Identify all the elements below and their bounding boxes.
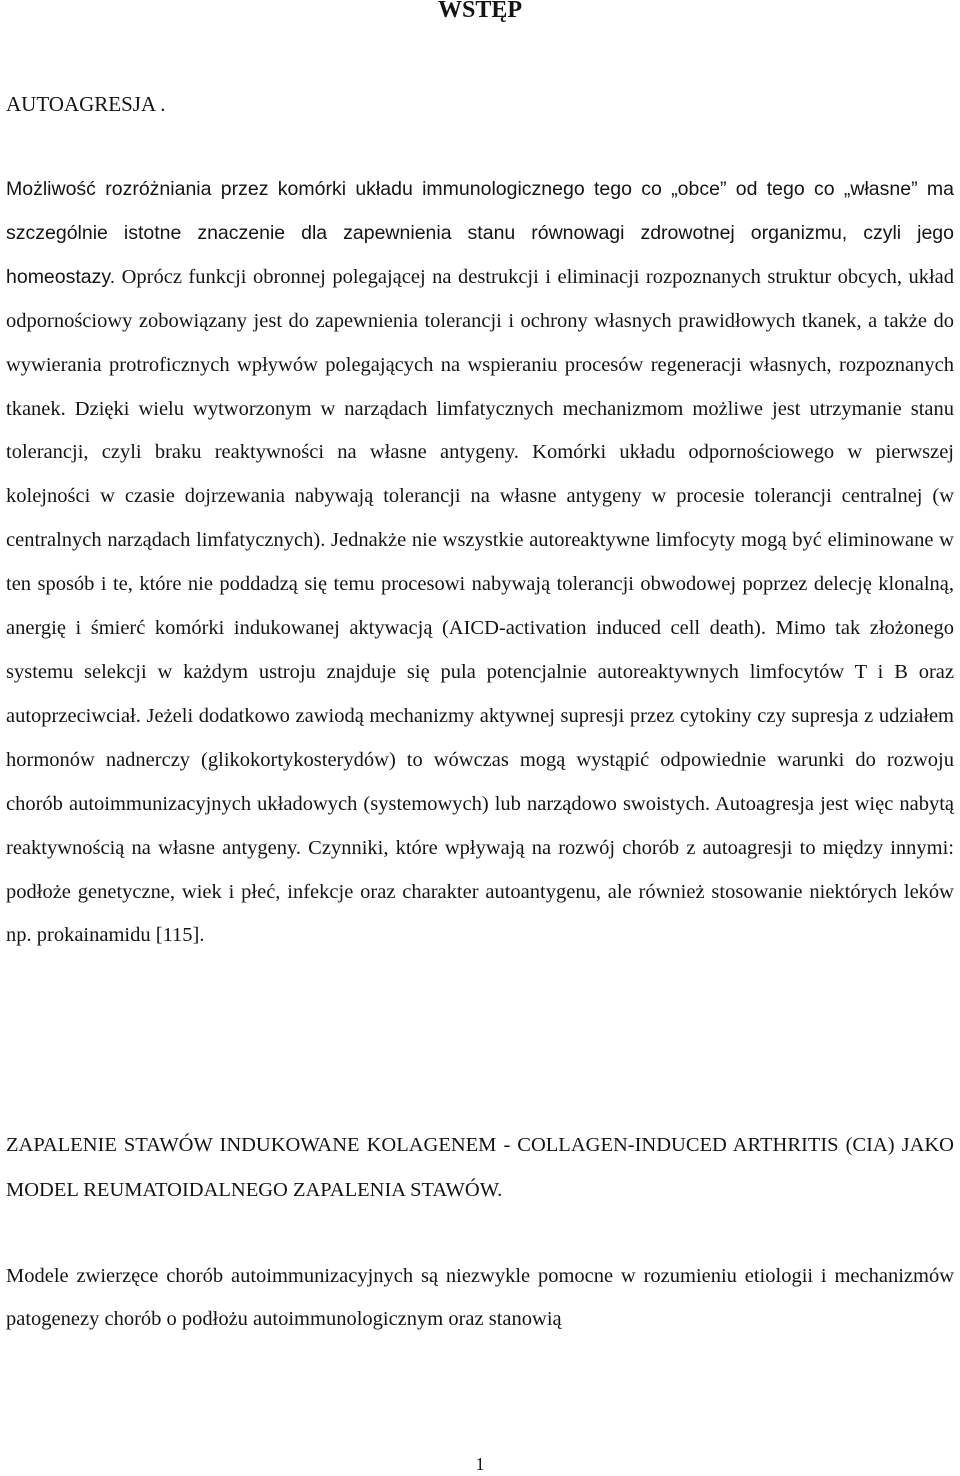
section-heading-autoagresja: AUTOAGRESJA . — [6, 92, 166, 116]
paragraph-models: Modele zwierzęce chorób autoimmunizacyjnych są niezwykle pomocne w rozumieniu etiologii i mechanizmów patogenezy chorób o podłożu autoimmunologicznym oraz stanowią — [6, 1265, 954, 1330]
page-number: 1 — [475, 1454, 485, 1474]
paragraph-intro-text: Możliwość rozróżniania przez komórki układu immunologicznego tego co „obce” od tego co „własne” ma szczególnie istotne znaczenie dla zapewnienia stanu równowagi zdrowotnej organizmu, czyli jego homeostazy. — [6, 178, 954, 288]
paragraph-body-text: Oprócz funkcji obronnej polegającej na destrukcji i eliminacji rozpoznanych struktur obcych, układ odpornościowy zobowiązany jest do zapewnienia tolerancji i ochrony własnych prawidłowych tkanek, a także do wywierania protroficznych wpływów polegających na wspieraniu procesów regeneracji własnych, rozpoznanych tkanek. Dzięki wielu wytworzonym w narządach limfatycznych mechanizmom możliwe jest utrzymanie stanu tolerancji, czyli braku reaktywności na własne antygeny. Komórki układu odpornościowego w pierwszej kolejności w czasie dojrzewania nabywają tolerancji na własne antygeny w procesie tolerancji centralnej (w centralnych narządach limfatycznych). Jednakże nie wszystkie autoreaktywne limfocyty mogą być eliminowane w ten sposób i te, które nie poddadzą się temu procesowi nabywają tolerancji obwodowej poprzez delecję klonalną, anergię i śmierć komórki indukowanej aktywacją (AICD-activation induced cell death). Mimo tak złożonego systemu selekcji w każdym ustroju znajduje się pula potencjalnie autoreaktywnych limfocytów T i B oraz autoprzeciwciał. Jeżeli dodatkowo zawiodą mechanizmy aktywnej supresji przez cytokiny czy supresja z udziałem hormonów nadnerczy (glikokortykosterydów) to wówczas mogą wystąpić odpowiednie warunki do rozwoju chorób autoimmunizacyjnych układowych (systemowych) lub narządowo swoistych. Autoagresja jest więc nabytą reaktywnością na własne antygeny. Czynniki, które wpływają na rozwój chorób z autoagresji to między innymi: podłoże genetyczne, wiek i płeć, infekcje oraz charakter autoantygenu, ale również stosowanie niektórych leków np. prokainamidu [115]. — [6, 265, 954, 947]
page-title: WSTĘP — [437, 0, 523, 23]
paragraph-autoagresja — [6, 168, 954, 958]
section-heading-cia: ZAPALENIE STAWÓW INDUKOWANE KOLAGENEM - COLLAGEN-INDUCED ARTHRITIS (CIA) JAKO MODEL REUMATOIDALNEGO ZAPALENIA STAWÓW. — [6, 1134, 954, 1201]
